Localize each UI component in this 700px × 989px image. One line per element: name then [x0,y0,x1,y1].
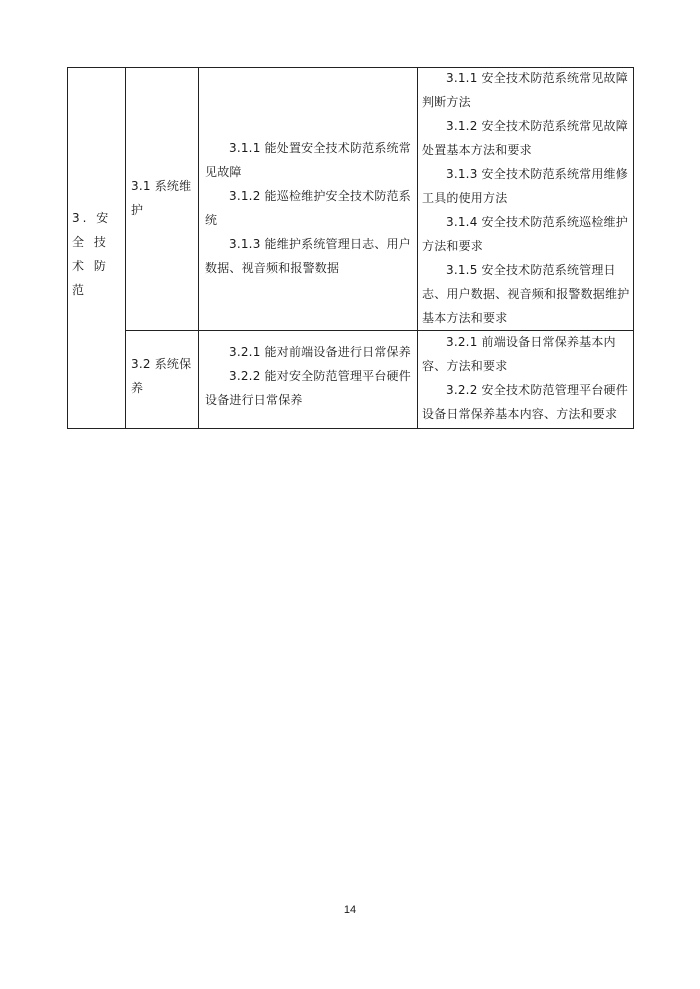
column-divider [125,68,126,428]
knowledge-item: 3.1.4 安全技术防范系统巡检维护方法和要求 [422,215,628,253]
skills-table [67,67,634,429]
skill-item: 3.1.3 能维护系统管理日志、用户数据、视音频和报警数据 [205,237,411,275]
column-divider [198,68,199,428]
knowledge-item: 3.1.5 安全技术防范系统管理日志、用户数据、视音频和报警数据维护基本方法和要求 [422,263,630,325]
knowledge-item: 3.2.1 前端设备日常保养基本内容、方法和要求 [422,335,616,373]
skill-item: 3.1.1 能处置安全技术防范系统常见故障 [205,141,411,179]
subcategory-label: 3.2 系统保养 [131,357,192,395]
page-number: 14 [343,904,357,916]
subcategory-cell [131,174,197,222]
skills-cell [205,340,415,412]
category-cell [72,206,122,302]
knowledge-item: 3.1.1 安全技术防范系统常见故障判断方法 [422,71,628,109]
column-divider [417,68,418,428]
skill-item: 3.1.2 能巡检维护安全技术防范系统 [205,189,411,227]
knowledge-cell [422,66,632,330]
knowledge-item: 3.2.2 安全技术防范管理平台硬件设备日常保养基本内容、方法和要求 [422,383,628,421]
skill-item: 3.2.1 能对前端设备进行日常保养 [229,345,411,359]
subcategory-cell [131,352,197,400]
subcategory-label: 3.1 系统维护 [131,179,192,217]
skill-item: 3.2.2 能对安全防范管理平台硬件设备进行日常保养 [205,369,411,407]
category-label: 3. 安 全 技 术 防 范 [72,211,112,297]
knowledge-item: 3.1.2 安全技术防范系统常见故障处置基本方法和要求 [422,119,628,157]
skills-cell [205,136,415,280]
knowledge-cell [422,330,632,426]
knowledge-item: 3.1.3 安全技术防范系统常用维修工具的使用方法 [422,167,628,205]
